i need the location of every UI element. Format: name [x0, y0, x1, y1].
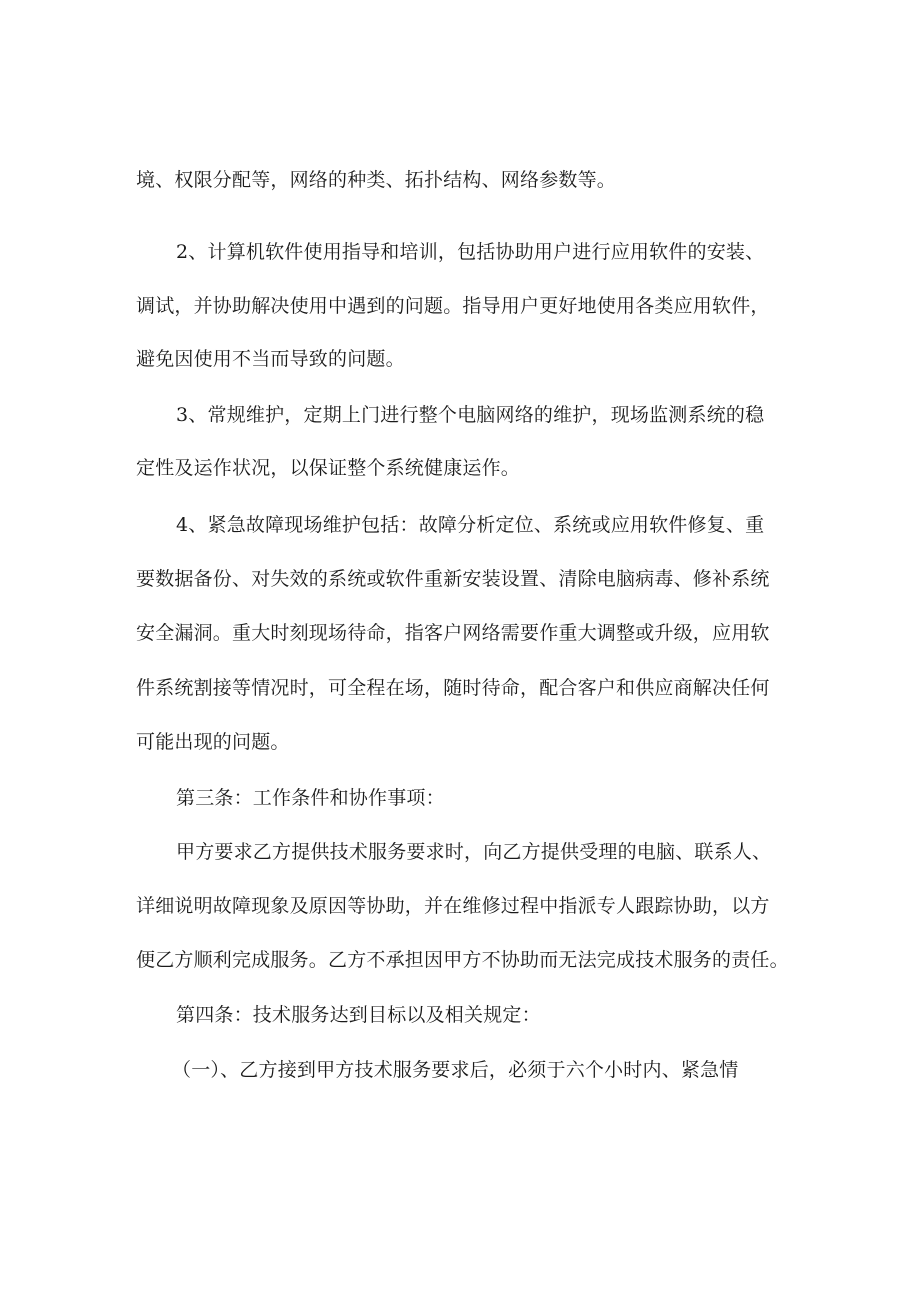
text-line-5: 3、常规维护，定期上门进行整个电脑网络的维护，现场监测系统的稳 — [176, 404, 765, 426]
section-heading-3: 第三条：工作条件和协作事项： — [176, 787, 445, 809]
text-line-15: 便乙方顺利完成服务。乙方不承担因甲方不协助而无法完成技术服务的责任。 — [136, 949, 789, 971]
text-line-1: 境、权限分配等，网络的种类、拓扑结构、网络参数等。 — [136, 169, 617, 191]
text-line-3: 调试，并协助解决使用中遇到的问题。指导用户更好地使用各类应用软件， — [136, 295, 770, 317]
text-line-2: 2、计算机软件使用指导和培训，包括协助用户进行应用软件的安装、 — [176, 241, 765, 263]
text-line-8: 要数据备份、对失效的系统或软件重新安装设置、清除电脑病毒、修补系统 — [136, 568, 770, 590]
text-line-13: 甲方要求乙方提供技术服务要求时，向乙方提供受理的电脑、联系人、 — [176, 841, 772, 863]
section-heading-4: 第四条：技术服务达到目标以及相关规定： — [176, 1004, 541, 1026]
text-line-17: （一）、乙方接到甲方技术服务要求后，必须于六个小时内、紧急情 — [172, 1059, 739, 1081]
text-line-7: 4、紧急故障现场维护包括：故障分析定位、系统或应用软件修复、重 — [176, 514, 765, 536]
text-line-6: 定性及运作状况，以保证整个系统健康运作。 — [136, 457, 521, 479]
text-line-11: 可能出现的问题。 — [136, 731, 290, 753]
text-line-10: 件系统割接等情况时，可全程在场，随时待命，配合客户和供应商解决任何 — [136, 677, 770, 699]
text-line-4: 避免因使用不当而导致的问题。 — [136, 348, 405, 370]
text-line-14: 详细说明故障现象及原因等协助，并在维修过程中指派专人跟踪协助，以方 — [136, 895, 770, 917]
text-line-9: 安全漏洞。重大时刻现场待命，指客户网络需要作重大调整或升级，应用软 — [136, 622, 770, 644]
